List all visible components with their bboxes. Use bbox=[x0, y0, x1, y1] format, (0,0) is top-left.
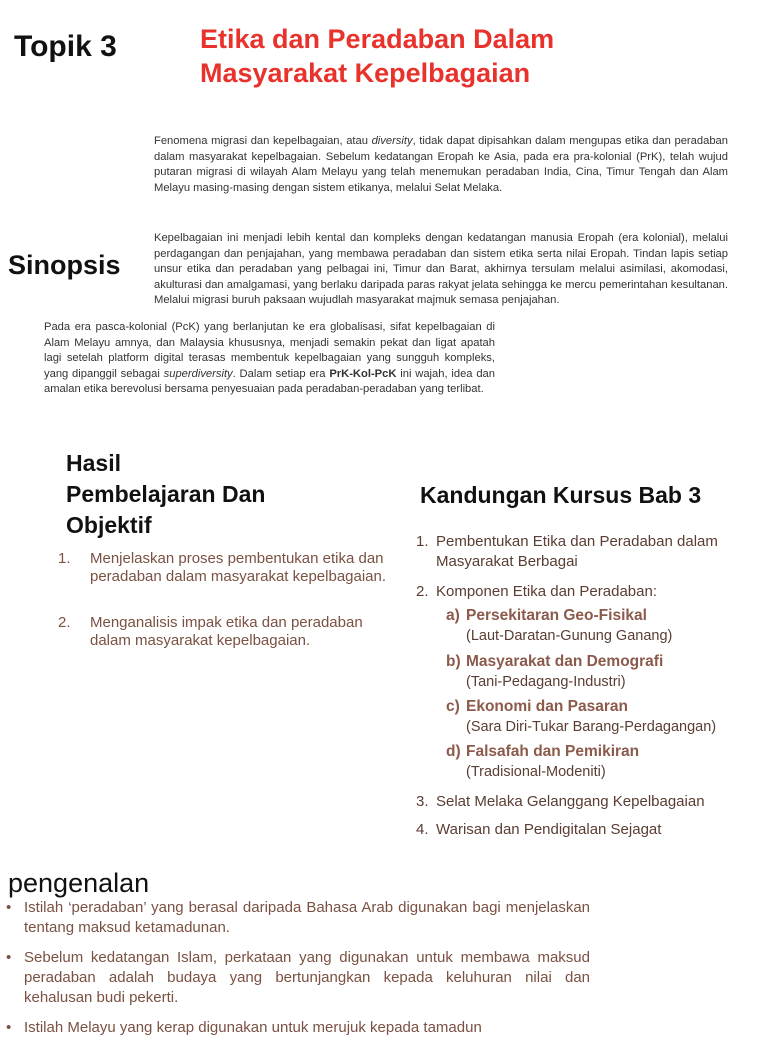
sinopsis-heading: Sinopsis bbox=[8, 250, 121, 280]
content-subitem: c) Ekonomi dan Pasaran bbox=[446, 698, 628, 715]
content-item: 2. Komponen Etika dan Peradaban: bbox=[416, 583, 657, 600]
objective-item: 1. Menjelaskan proses pembentukan etika dan peradaban dalam masyarakat kepelbagaian. bbox=[58, 550, 387, 585]
topic-number: Topik 3 bbox=[14, 30, 117, 63]
content-subitem-desc: (Sara Diri-Tukar Barang-Perdagangan) bbox=[466, 719, 717, 735]
sinopsis-paragraph-3: Pada era pasca-kolonial (PcK) yang berlanjutan ke era globalisasi, sifat kepelbagaian di Alam Melayu amnya, dan Malaysia khususnya, menjadi semakin pekat dan ligat apatah lagi setelah platform digital terasas membentuk kepelbagaian yang sungguh kompleks, yang dipanggil sebagai superdiversity. Dalam setiap era PrK-Kol-PcK ini wajah, idea dan amalan etika berevolusi bersama penyesuaian pada peradaban-peradaban yang terlibat. bbox=[44, 321, 495, 396]
sinopsis-paragraph-2: Kepelbagaian ini menjadi lebih kental dan kompleks dengan kedatangan manusia Eropah (era kolonial), melalui perdagangan dan penjajahan, yang membawa peradaban dan sistem etika serta nilai Eropah. Tindan lapis setiap unsur etika dan peradaban yang pelbagai ini, Timur dan Barat, akhirnya tersulam melalui asimilasi, akomodasi, akulturasi dan amalgamasi, yang berlaku daripada paras rakyat jelata sehingga ke mercu pemerintahan kesultanan. Melalui migrasi buruh paksaan wujudlah masyarakat majmuk semasa penjajahan. bbox=[154, 232, 729, 307]
content-subitem-desc: (Tani-Pedagang-Industri) bbox=[466, 674, 626, 690]
introduction-heading: pengenalan bbox=[8, 868, 150, 898]
content-subitem-desc: (Tradisional-Modeniti) bbox=[466, 764, 606, 780]
introduction-bullet: • Istilah ‘peradaban’ yang berasal daripada Bahasa Arab digunakan bagi menjelaskan tentang maksud ketamadunan. bbox=[6, 899, 590, 936]
content-subitem-desc: (Laut-Daratan-Gunung Ganang) bbox=[466, 628, 673, 644]
introduction-bullet: • Sebelum kedatangan Islam, perkataan yang digunakan untuk membawa maksud peradaban adalah budaya yang bertunjangkan kepada keluhuran nilai dan kehalusan budi pekerti. bbox=[6, 949, 590, 1006]
course-content-heading: Kandungan Kursus Bab 3 bbox=[420, 482, 702, 508]
page-title-line2: Masyarakat Kepelbagaian bbox=[200, 58, 531, 88]
content-subitem: d) Falsafah dan Pemikiran bbox=[446, 743, 640, 760]
content-item: 1. Pembentukan Etika dan Peradaban dalam Masyarakat Berbagai bbox=[416, 533, 718, 570]
content-item: 3. Selat Melaka Gelanggang Kepelbagaian bbox=[416, 793, 705, 810]
content-subitem: a) Persekitaran Geo-Fisikal bbox=[446, 607, 647, 624]
sinopsis-paragraph-1: Fenomena migrasi dan kepelbagaian, atau diversity, tidak dapat dipisahkan dalam mengupas etika dan peradaban dalam masyarakat kepelbagaian. Sebelum kedatangan Eropah ke Asia, pada era pra-kolonial (PrK), telah wujud putaran migrasi di wilayah Alam Melayu yang telah menemukan peradaban India, Cina, Timur Tengah dan Alam Melayu masing-masing dengan sistem etikanya, melalui Selat Melaka. bbox=[154, 135, 728, 194]
content-item: 4. Warisan dan Pendigitalan Sejagat bbox=[416, 821, 662, 838]
content-subitem: b) Masyarakat dan Demografi bbox=[446, 653, 664, 670]
introduction-bullet: • Istilah Melayu yang kerap digunakan untuk merujuk kepada tamadun bbox=[6, 1019, 482, 1036]
objective-item: 2. Menganalisis impak etika dan peradaban dalam masyarakat kepelbagaian. bbox=[58, 614, 363, 649]
page-title-line1: Etika dan Peradaban Dalam bbox=[200, 24, 555, 54]
page-title bbox=[200, 22, 720, 90]
learning-outcomes-heading: Hasil Pembelajaran Dan Objektif bbox=[66, 450, 266, 538]
